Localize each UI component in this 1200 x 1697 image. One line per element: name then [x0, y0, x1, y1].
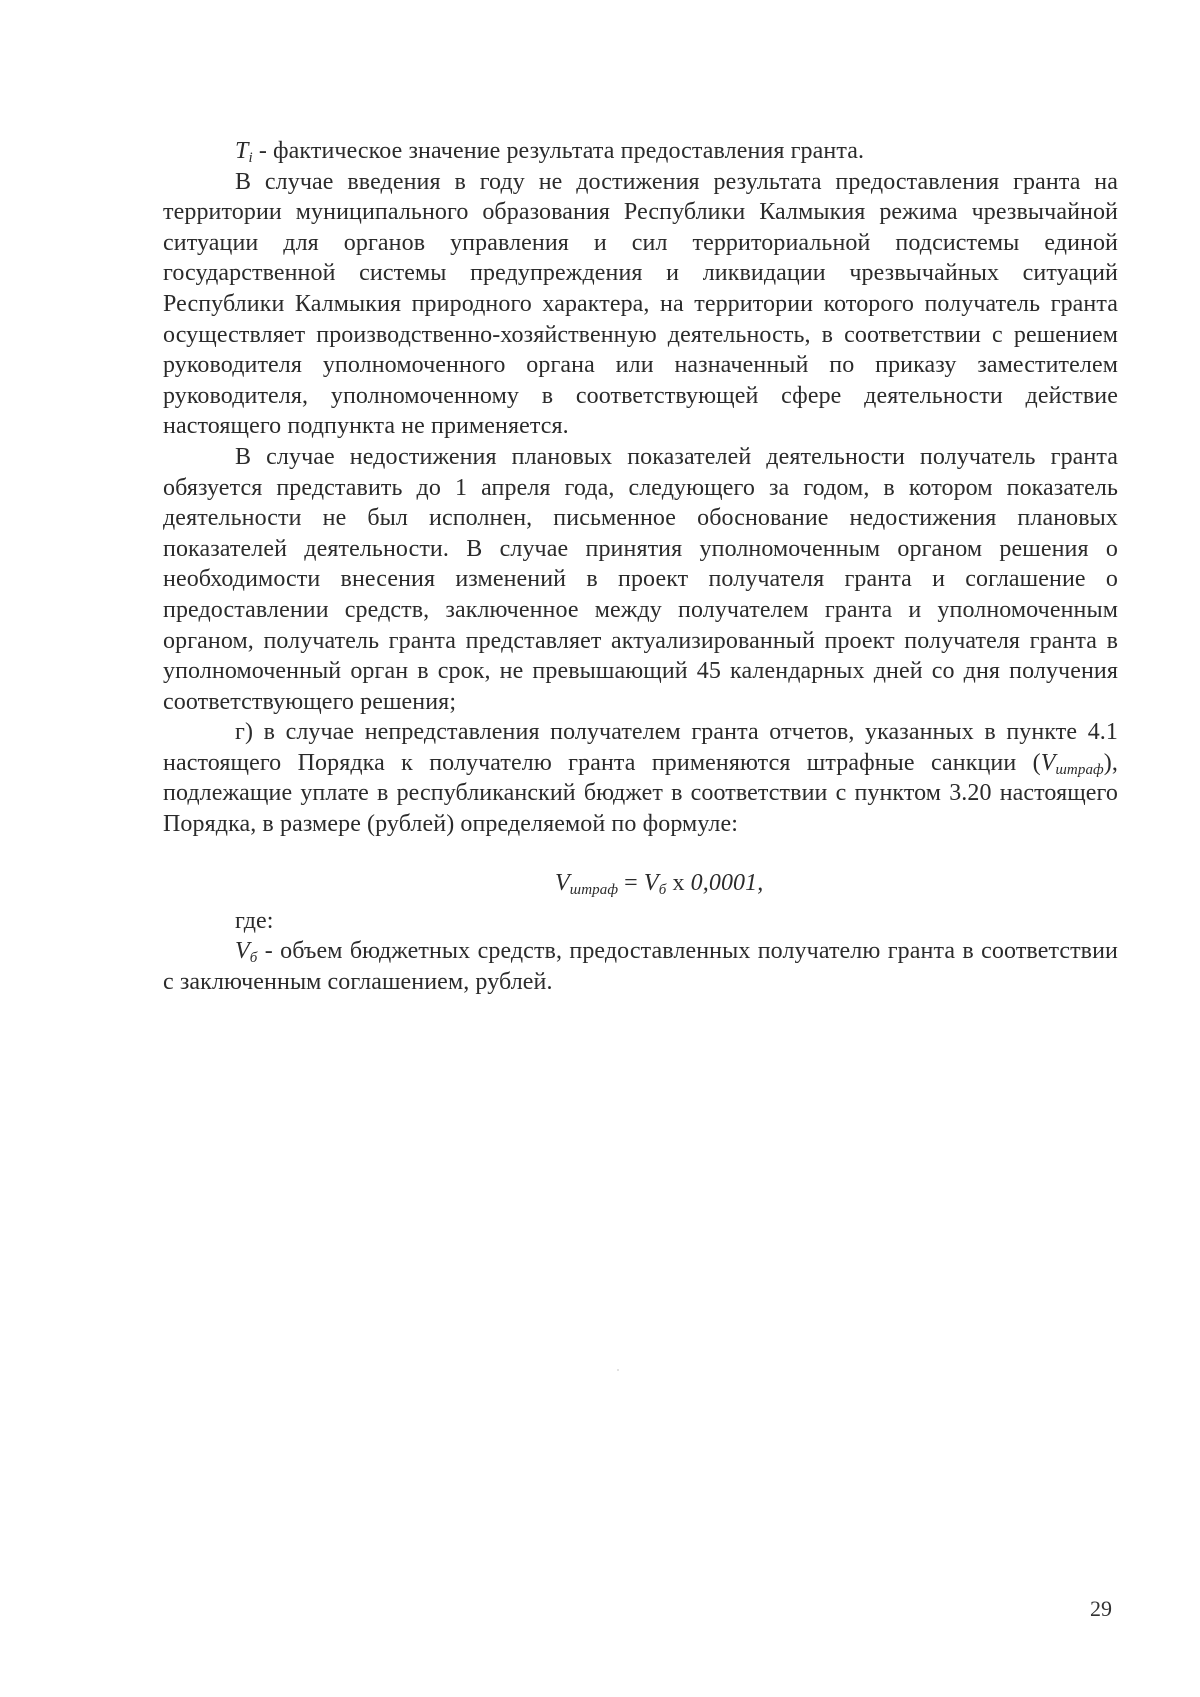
paragraph-underachievement: В случае недостижения плановых показателей деятельности получатель гранта обязуется представить до 1 апреля года, следующего за годом, в котором показатель деятельности не был исполнен, письменное обоснование недостижения плановых показателей деятельности. В случае принятия уполномоченным органом решения о необходимости внесения изменений в проект получателя гранта и соглашение о предоставлении средств, заключенное между получателем гранта и уполномоченным органом, получатель гранта представляет актуализированный проект получателя гранта в уполномоченный орган в срок, не превышающий 45 календарных дней со дня получения соответствующего решения; [163, 443, 1118, 715]
formula-equals: = [618, 869, 644, 896]
vb-definition-text: - объем бюджетных средств, предоставленных получателю гранта в соответствии с заключенным соглашением, рублей. [163, 938, 1118, 995]
formula-lhs: V [555, 869, 570, 896]
formula-rhs-subscript: б [658, 881, 667, 898]
symbol-v-b [235, 938, 258, 967]
symbol-v-subscript: штраф [1055, 761, 1104, 778]
symbol-v-letter: V [1040, 749, 1056, 776]
symbol-t [235, 138, 253, 164]
penalty-formula [163, 868, 1118, 898]
formula-coefficient: 0,0001, [690, 869, 764, 896]
penalty-text-after: ), подлежащие уплате в республиканский бюджет в соответствии с пунктом 3.20 настоящего Порядка, в размере (рублей) определяемой по формуле: [163, 749, 1118, 838]
formula-rhs: V [643, 869, 659, 896]
ti-definition-text: - фактическое значение результата предоставления гранта. [252, 138, 865, 164]
paragraph-vb-definition [163, 936, 1118, 997]
paragraph-ti-definition [163, 136, 1118, 167]
formula-times: x [666, 869, 691, 896]
scan-artifact [617, 1369, 619, 1371]
paragraph-penalty [163, 717, 1118, 839]
page-number: 29 [1090, 1596, 1112, 1621]
document-body [163, 136, 1118, 997]
penalty-text-before: г) в случае непредставления получателем гранта отчетов, указанных в пункте 4.1 настоящего Порядка к получателю гранта применяются штрафные санкции ( [163, 719, 1118, 776]
symbol-v-shtraf [1041, 750, 1104, 776]
symbol-vb-subscript: б [249, 950, 258, 967]
where-label: где: [235, 907, 274, 934]
symbol-t-subscript: i [248, 150, 253, 166]
symbol-vb-letter: V [235, 938, 250, 965]
formula-lhs-subscript: штраф [569, 881, 619, 898]
paragraph-emergency-exception: В случае введения в году не достижения результата предоставления гранта на территории муниципального образования Республики Калмыкия режима чрезвычайной ситуации для органов управления и сил территориальной подсистемы единой государственной системы предупреждения и ликвидации чрезвычайных ситуаций Республики Калмыкия природного характера, на территории которого получатель гранта осуществляет производственно-хозяйственную деятельность, в соответствии с решением руководителя уполномоченного органа или назначенный по приказу заместителем руководителя, уполномоченному в соответствующей сфере деятельности действие настоящего подпункта не применяется. [163, 168, 1118, 440]
symbol-t-letter: T [235, 138, 249, 164]
